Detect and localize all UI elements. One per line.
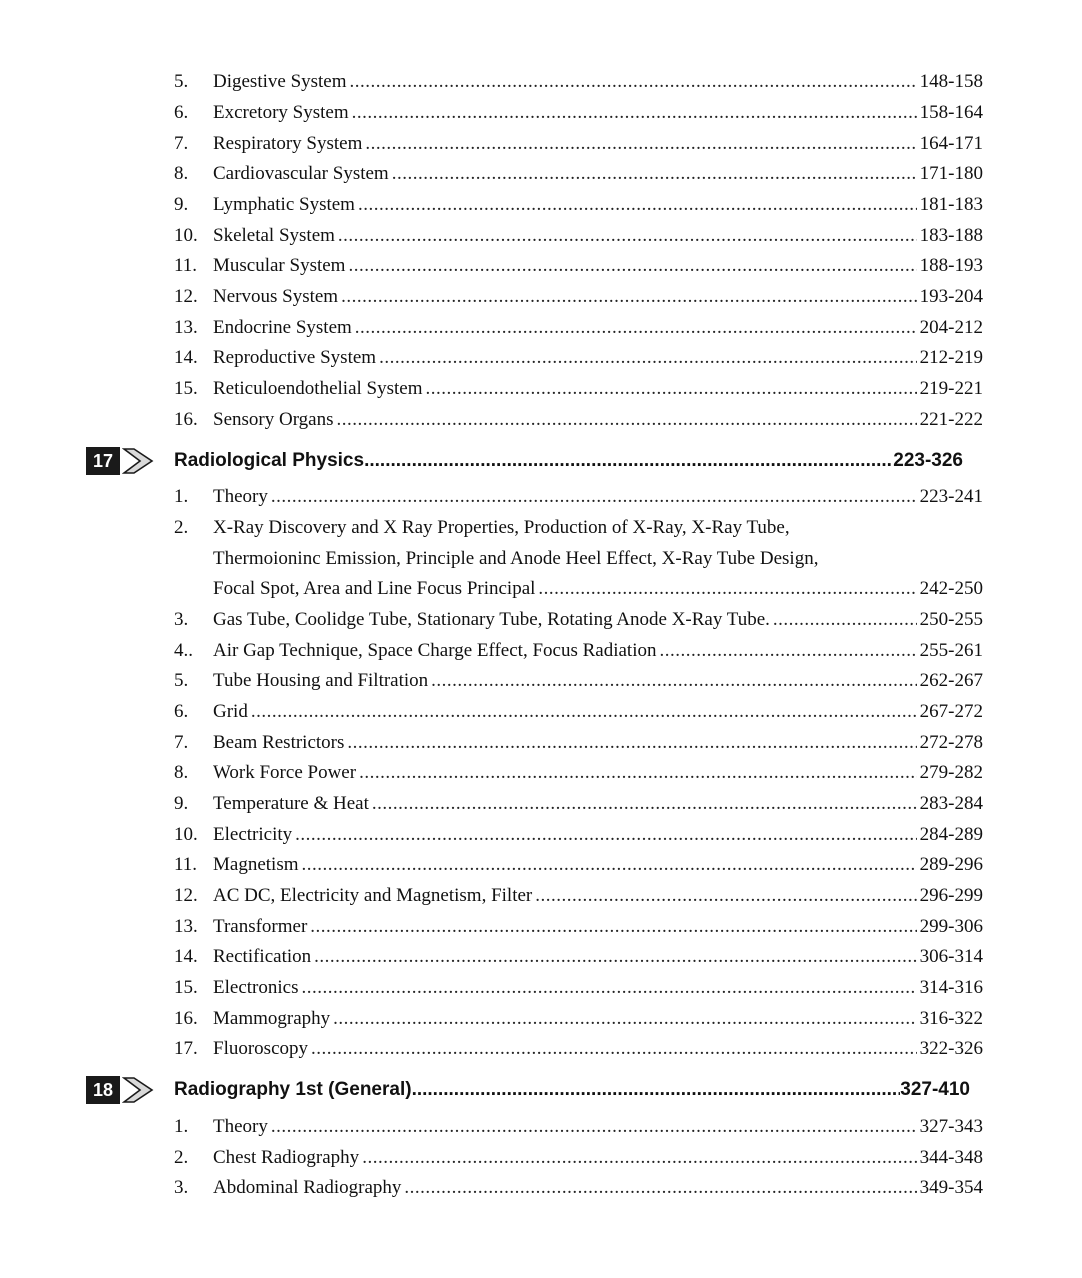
entry-pages: 223-241 [919, 486, 983, 507]
leader-dots [392, 159, 917, 190]
entry-number: 11. [174, 854, 198, 875]
leader-dots [341, 282, 917, 313]
leader-dots [333, 1004, 917, 1035]
entry-number: 2. [174, 1147, 189, 1168]
section-pages: 223-326 [893, 450, 963, 471]
section-heading-17[interactable] [0, 445, 1082, 479]
entry-number: 8. [174, 163, 189, 184]
entry-title: Mammography [213, 1008, 331, 1029]
entry-number: 16. [174, 409, 198, 430]
entry-pages: 272-278 [919, 732, 983, 753]
entry-title: Excretory System [213, 102, 349, 123]
entry-number: 10. [174, 225, 198, 246]
toc-entry[interactable] [174, 1004, 983, 1035]
entry-pages: 344-348 [919, 1147, 983, 1168]
toc-entry[interactable] [174, 850, 983, 881]
entry-title: Beam Restrictors [213, 732, 345, 753]
entry-number: 11. [174, 255, 198, 276]
entry-pages: 279-282 [919, 762, 983, 783]
leader-dots [301, 973, 916, 1004]
entry-number: 7. [174, 732, 189, 753]
entry-pages: 267-272 [919, 701, 983, 722]
toc-entry[interactable] [174, 697, 983, 728]
entry-number: 4.. [174, 640, 193, 661]
toc-entry[interactable] [174, 758, 983, 789]
entry-pages: 183-188 [919, 225, 983, 246]
entry-pages: 306-314 [919, 946, 983, 967]
entry-title: Transformer [213, 916, 308, 937]
entry-pages: 188-193 [919, 255, 983, 276]
entry-title: Theory [213, 486, 268, 507]
toc-entry[interactable] [174, 159, 983, 190]
entry-number: 7. [174, 133, 189, 154]
entry-pages: 255-261 [919, 640, 983, 661]
entry-pages: 299-306 [919, 916, 983, 937]
entry-title: Nervous System [213, 286, 339, 307]
entry-title: Cardiovascular System [213, 163, 389, 184]
section-number-badge: 17 [86, 447, 120, 475]
entry-pages: 289-296 [919, 854, 983, 875]
toc-entry[interactable] [174, 343, 983, 374]
toc-entry[interactable] [174, 881, 983, 912]
entry-number: 1. [174, 1116, 189, 1137]
entry-title: Endocrine System [213, 317, 352, 338]
toc-entry[interactable] [174, 67, 983, 98]
toc-entry[interactable] [174, 129, 983, 160]
toc-entry[interactable] [174, 221, 983, 252]
entry-pages: 158-164 [919, 102, 983, 123]
entry-number: 9. [174, 194, 189, 215]
entry-number: 8. [174, 762, 189, 783]
entry-pages: 181-183 [919, 194, 983, 215]
entry-title: Gas Tube, Coolidge Tube, Stationary Tube, Rotating Anode X-Ray Tube. [213, 609, 770, 630]
entry-title: Sensory Organs [213, 409, 334, 430]
leader-dots [379, 343, 917, 374]
entry-number: 12. [174, 286, 198, 307]
entry-pages: 296-299 [919, 885, 983, 906]
entry-number: 10. [174, 824, 198, 845]
toc-entry[interactable] [174, 820, 983, 851]
entry-number: 5. [174, 71, 189, 92]
entry-pages: 242-250 [919, 578, 983, 599]
entry-pages: 284-289 [919, 824, 983, 845]
entry-pages: 148-158 [919, 71, 983, 92]
entry-number: 16. [174, 1008, 198, 1029]
entry-pages: 250-255 [919, 609, 983, 630]
section-number-badge: 18 [86, 1076, 120, 1104]
entry-number: 9. [174, 793, 189, 814]
entry-title: Theory [213, 1116, 268, 1137]
entry-title: Air Gap Technique, Space Charge Effect, Focus Radiation [213, 640, 657, 661]
toc-entry[interactable] [174, 405, 983, 436]
entry-title: Thermoioninc Emission, Principle and Anode Heel Effect, X-Ray Tube Design, [213, 548, 819, 569]
leader-dots [773, 605, 917, 636]
leader-dots [659, 636, 916, 667]
entry-title: Skeletal System [213, 225, 335, 246]
entry-number: 15. [174, 378, 198, 399]
leader-dots [295, 820, 917, 851]
entry-number: 3. [174, 1177, 189, 1198]
leader-dots [412, 1074, 901, 1106]
leader-dots [404, 1173, 916, 1204]
leader-dots [338, 221, 917, 252]
leader-dots [355, 313, 917, 344]
toc-entry[interactable] [174, 1173, 983, 1204]
leader-dots [426, 374, 917, 405]
toc-entry[interactable] [174, 1112, 983, 1143]
leader-dots [372, 789, 917, 820]
entry-title: Work Force Power [213, 762, 357, 783]
entry-title: Abdominal Radiography [213, 1177, 402, 1198]
toc-entry[interactable] [174, 942, 983, 973]
entry-title: Grid [213, 701, 248, 722]
leader-dots [302, 850, 917, 881]
toc-entry[interactable] [174, 636, 983, 667]
toc-entry[interactable] [174, 1034, 983, 1065]
section-title: Radiological Physics [174, 450, 365, 471]
entry-number: 6. [174, 102, 189, 123]
entry-pages: 314-316 [919, 977, 983, 998]
leader-dots [347, 728, 916, 759]
entry-title: Muscular System [213, 255, 346, 276]
toc-entry[interactable] [174, 482, 983, 513]
leader-dots [271, 1112, 917, 1143]
section-pages: 327-410 [900, 1079, 970, 1100]
entry-number: 15. [174, 977, 198, 998]
leader-dots [538, 574, 916, 605]
toc-entry[interactable] [174, 666, 983, 697]
entry-pages: 171-180 [919, 163, 983, 184]
entry-title: Magnetism [213, 854, 299, 875]
entry-number: 3. [174, 609, 189, 630]
entry-number: 12. [174, 885, 198, 906]
toc-entry[interactable] [174, 98, 983, 129]
toc-entry[interactable] [174, 190, 983, 221]
toc-entry-continuation [174, 544, 983, 575]
toc-entry[interactable] [174, 728, 983, 759]
entry-title: X-Ray Discovery and X Ray Properties, Production of X-Ray, X-Ray Tube, [213, 517, 790, 538]
entry-title: Lymphatic System [213, 194, 355, 215]
toc-entry[interactable] [174, 282, 983, 313]
leader-dots [359, 758, 917, 789]
entry-pages: 322-326 [919, 1038, 983, 1059]
entry-number: 13. [174, 916, 198, 937]
leader-dots [337, 405, 917, 436]
entry-pages: 193-204 [919, 286, 983, 307]
entry-title: Focal Spot, Area and Line Focus Principal [213, 578, 536, 599]
entry-pages: 219-221 [919, 378, 983, 399]
toc-entry-continuation[interactable] [174, 574, 983, 605]
leader-dots [311, 1034, 917, 1065]
entry-number: 13. [174, 317, 198, 338]
entry-number: 14. [174, 946, 198, 967]
entry-pages: 212-219 [919, 347, 983, 368]
leader-dots [364, 445, 893, 477]
entry-title: Respiratory System [213, 133, 363, 154]
toc-entry[interactable] [174, 513, 983, 544]
entry-pages: 316-322 [919, 1008, 983, 1029]
entry-title: Temperature & Heat [213, 793, 369, 814]
entry-pages: 204-212 [919, 317, 983, 338]
entry-pages: 262-267 [919, 670, 983, 691]
entry-number: 1. [174, 486, 189, 507]
leader-dots [271, 482, 917, 513]
entry-number: 6. [174, 701, 189, 722]
toc-entry[interactable] [174, 605, 983, 636]
chevron-right-icon [122, 446, 154, 476]
entry-title: Tube Housing and Filtration [213, 670, 429, 691]
toc-entry[interactable] [174, 251, 983, 282]
entry-title: AC DC, Electricity and Magnetism, Filter [213, 885, 533, 906]
leader-dots [535, 881, 916, 912]
chevron-right-icon [122, 1075, 154, 1105]
leader-dots [365, 129, 916, 160]
toc-entry[interactable] [174, 313, 983, 344]
leader-dots [352, 98, 917, 129]
entry-title: Reproductive System [213, 347, 377, 368]
section-heading-18[interactable] [0, 1074, 1082, 1108]
section-title: Radiography 1st (General) [174, 1079, 412, 1100]
entry-pages: 327-343 [919, 1116, 983, 1137]
toc-entry[interactable] [174, 374, 983, 405]
entry-number: 17. [174, 1038, 198, 1059]
entry-pages: 164-171 [919, 133, 983, 154]
leader-dots [310, 912, 916, 943]
entry-pages: 283-284 [919, 793, 983, 814]
toc-entry[interactable] [174, 912, 983, 943]
toc-entry[interactable] [174, 1143, 983, 1174]
entry-title: Electricity [213, 824, 293, 845]
entry-number: 14. [174, 347, 198, 368]
entry-title: Chest Radiography [213, 1147, 360, 1168]
toc-entry[interactable] [174, 789, 983, 820]
entry-title: Electronics [213, 977, 299, 998]
leader-dots [350, 67, 917, 98]
entry-title: Fluoroscopy [213, 1038, 308, 1059]
entry-title: Rectification [213, 946, 312, 967]
entry-title: Digestive System [213, 71, 347, 92]
entry-pages: 349-354 [919, 1177, 983, 1198]
leader-dots [431, 666, 917, 697]
entry-pages: 221-222 [919, 409, 983, 430]
leader-dots [251, 697, 917, 728]
leader-dots [358, 190, 917, 221]
entry-number: 5. [174, 670, 189, 691]
entry-number: 2. [174, 517, 189, 538]
leader-dots [314, 942, 917, 973]
toc-entry[interactable] [174, 973, 983, 1004]
leader-dots [348, 251, 916, 282]
leader-dots [362, 1143, 916, 1174]
entry-title: Reticuloendothelial System [213, 378, 423, 399]
